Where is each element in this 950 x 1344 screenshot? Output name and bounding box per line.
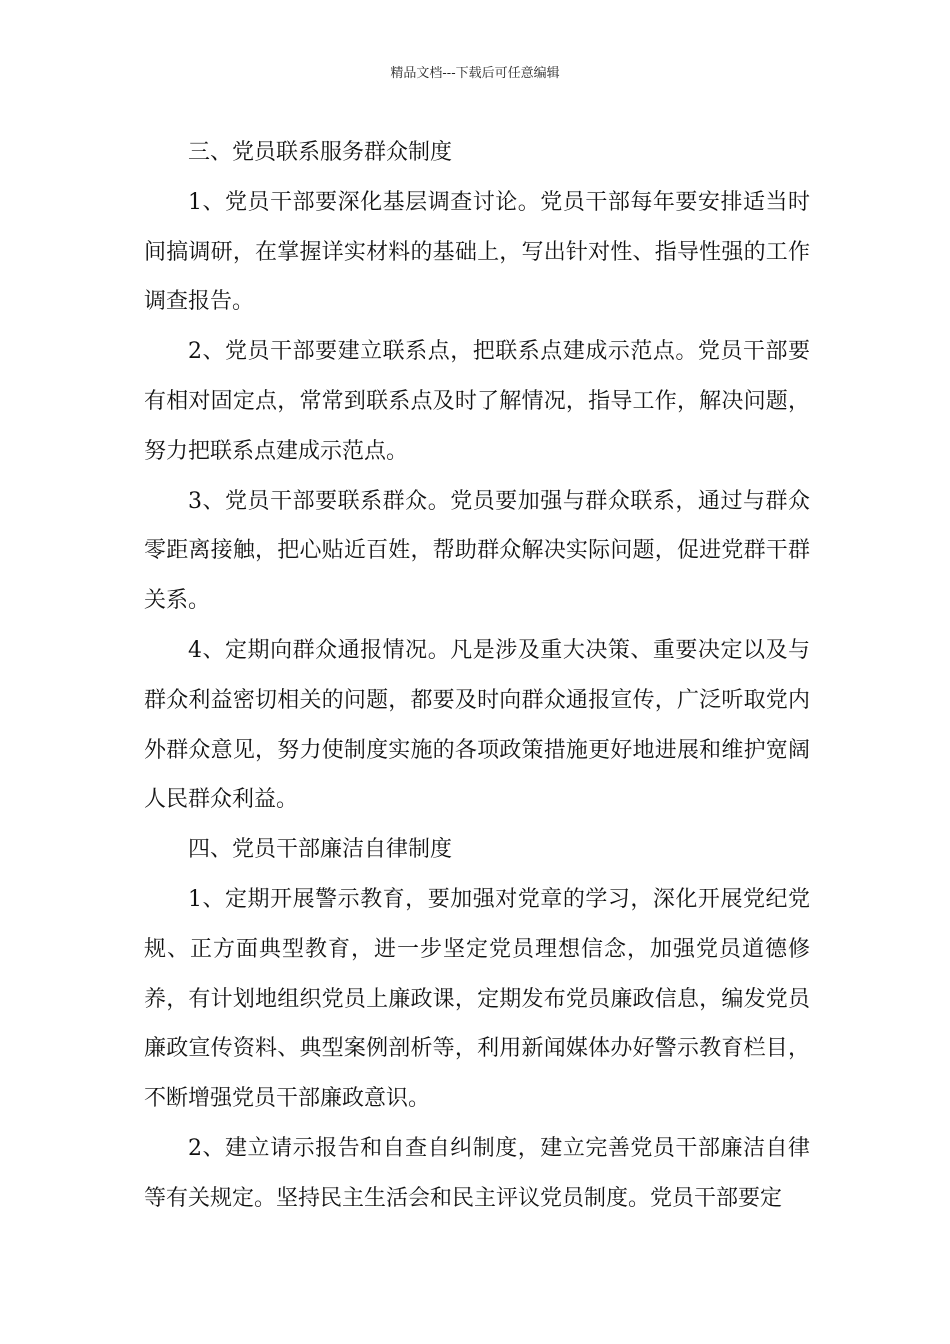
paragraph: 2、党员干部要建立联系点，把联系点建成示范点。党员干部要有相对固定点，常常到联系点及时了解情况，指导工作，解决问题，努力把联系点建成示范点。 (144, 339, 810, 464)
section-heading-4: 四、党员干部廉洁自律制度 (188, 837, 453, 863)
page-header: 精品文档---下载后可任意编辑 (390, 66, 560, 81)
section-heading-3: 三、党员联系服务群众制度 (188, 140, 453, 165)
paragraph: 3、党员干部要联系群众。党员要加强与群众联系，通过与群众零距离接触，把心贴近百姓，帮助群众解决实际问题，促进党群干群关系。 (144, 488, 810, 614)
document-body (144, 128, 810, 1224)
paragraph: 1、党员干部要深化基层调查讨论。党员干部每年要安排适当时间搞调研，在掌握详实材料的基础上，写出针对性、指导性强的工作调查报告。 (144, 189, 810, 315)
paragraph: 1、定期开展警示教育，要加强对党章的学习，深化开展党纪党规、正方面典型教育，进一步坚定党员理想信念，加强党员道德修养，有计划地组织党员上廉政课，定期发布党员廉政信息，编发党员廉政宣传资料、典型案例剖析等，利用新闻媒体办好警示教育栏目，不断增强党员干部廉政意识。 (144, 886, 810, 1112)
paragraph: 2、建立请示报告和自查自纠制度，建立完善党员干部廉洁自律等有关规定。坚持民主生活会和民主评议党员制度。党员干部要定 (144, 1135, 810, 1211)
paragraph: 4、定期向群众通报情况。凡是涉及重大决策、重要决定以及与群众利益密切相关的问题，都要及时向群众通报宣传，广泛听取党内外群众意见，努力使制度实施的各项政策措施更好地进展和维护宽阔人民群众利益。 (144, 637, 810, 813)
